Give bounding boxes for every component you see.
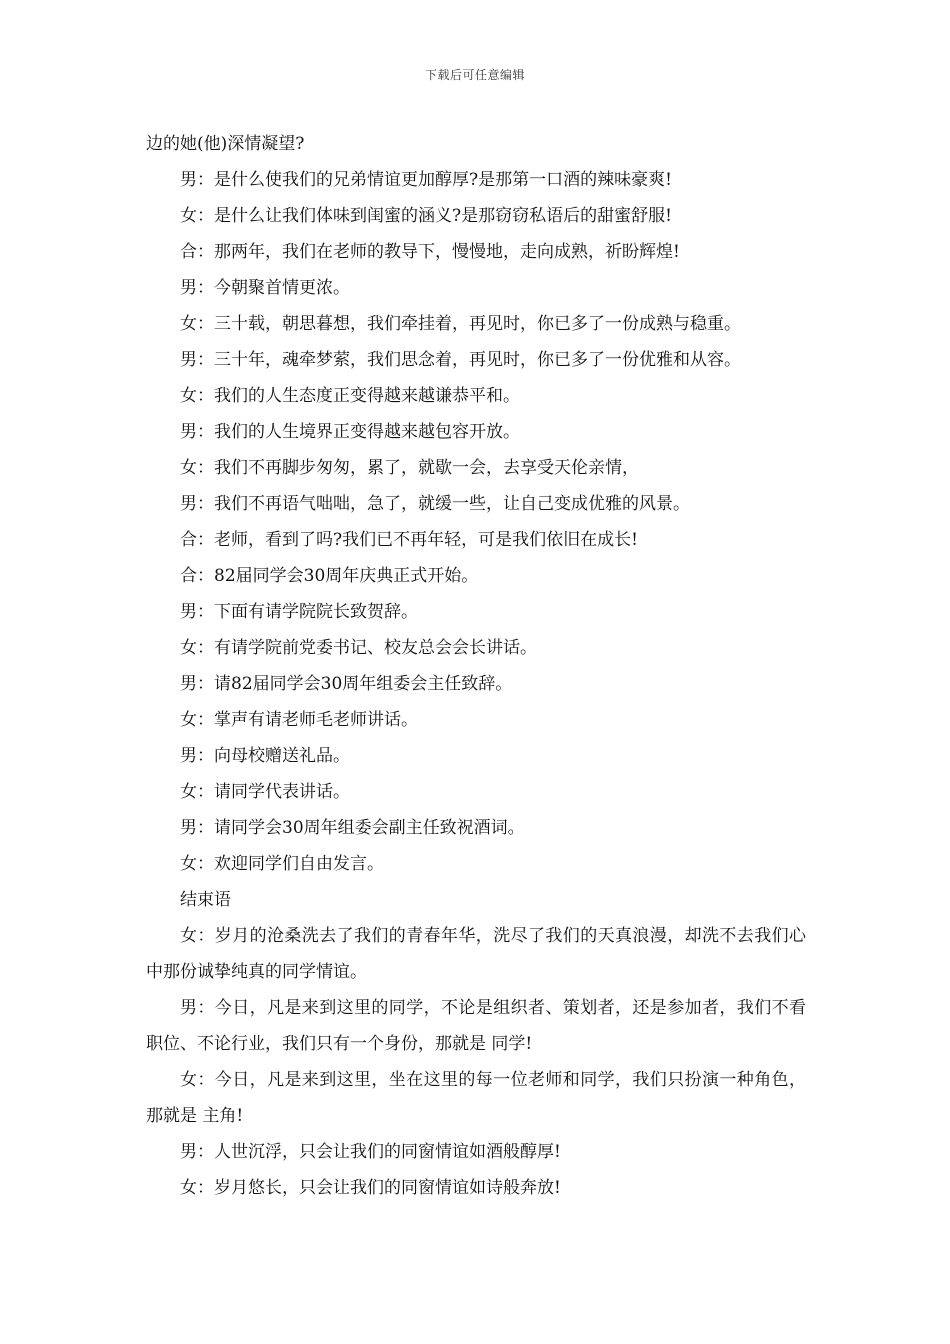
- paragraph: 女：三十载，朝思暮想，我们牵挂着，再见时，你已多了一份成熟与稳重。: [180, 314, 741, 334]
- paragraph: 男：请同学会30周年组委会副主任致祝酒词。: [180, 818, 525, 838]
- page-header: 下载后可任意编辑: [424, 68, 525, 82]
- paragraph: 女：岁月的沧桑洗去了我们的青春年华，洗尽了我们的天真浪漫，却洗不去我们心中那份诚挚纯真的同学情谊。: [146, 926, 806, 982]
- paragraph: 合：那两年，我们在老师的教导下，慢慢地，走向成熟，祈盼辉煌!: [180, 242, 680, 262]
- paragraph: 男：我们的人生境界正变得越来越包容开放。: [180, 422, 520, 442]
- section-heading: 结束语: [180, 890, 231, 910]
- paragraph: 男：三十年，魂牵梦萦，我们思念着，再见时，你已多了一份优雅和从容。: [180, 350, 741, 370]
- document-body: [146, 126, 806, 1206]
- paragraph: 女：欢迎同学们自由发言。: [180, 854, 384, 874]
- paragraph: 男：今日，凡是来到这里的同学，不论是组织者、策划者，还是参加者，我们不看职位、不论行业，我们只有一个身份，那就是 同学!: [146, 998, 806, 1054]
- paragraph: 女：请同学代表讲话。: [180, 782, 350, 802]
- paragraph: 男：今朝聚首情更浓。: [180, 278, 350, 298]
- paragraph: 女：掌声有请老师毛老师讲话。: [180, 710, 418, 730]
- paragraph: 男：我们不再语气咄咄，急了，就缓一些，让自己变成优雅的风景。: [180, 494, 690, 514]
- paragraph: 男：是什么使我们的兄弟情谊更加醇厚?是那第一口酒的辣味豪爽!: [180, 170, 672, 190]
- paragraph: 女：我们不再脚步匆匆，累了，就歇一会，去享受天伦亲情，: [180, 458, 639, 478]
- paragraph: 合：82届同学会30周年庆典正式开始。: [180, 566, 479, 586]
- paragraph: 女：是什么让我们体味到闺蜜的涵义?是那窃窃私语后的甜蜜舒服!: [180, 206, 672, 226]
- paragraph: 男：请82届同学会30周年组委会主任致辞。: [180, 674, 513, 694]
- paragraph: 男：向母校赠送礼品。: [180, 746, 350, 766]
- paragraph: 女：岁月悠长，只会让我们的同窗情谊如诗般奔放!: [180, 1178, 561, 1198]
- paragraph: 边的她(他)深情凝望?: [146, 134, 305, 154]
- paragraph: 女：有请学院前党委书记、校友总会会长讲话。: [180, 638, 537, 658]
- paragraph: 男：人世沉浮，只会让我们的同窗情谊如酒般醇厚!: [180, 1142, 561, 1162]
- paragraph: 女：今日，凡是来到这里，坐在这里的每一位老师和同学，我们只扮演一种角色，那就是 主角!: [146, 1070, 806, 1126]
- paragraph: 男：下面有请学院院长致贺辞。: [180, 602, 418, 622]
- paragraph: 女：我们的人生态度正变得越来越谦恭平和。: [180, 386, 520, 406]
- paragraph: 合：老师，看到了吗?我们已不再年轻，可是我们依旧在成长!: [180, 530, 638, 550]
